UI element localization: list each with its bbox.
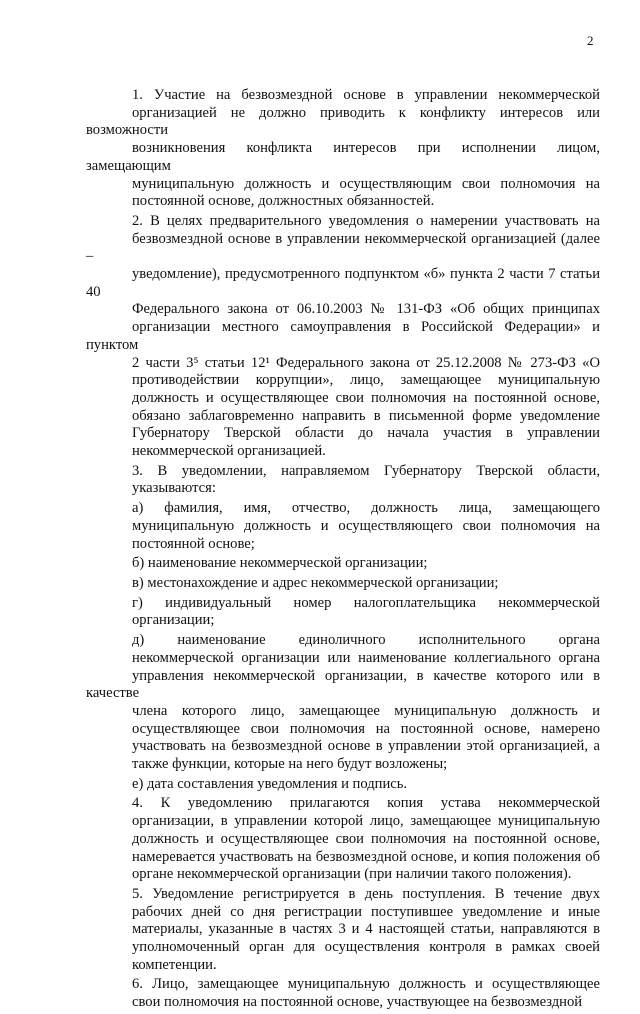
text-line: 2 части 3⁵ статьи 12¹ Федерального закона от 25.12.2008 № 273-ФЗ «О xyxy=(132,354,600,371)
paragraph xyxy=(86,87,600,211)
text-line: члена которого лицо, замещающее муниципальную должность и xyxy=(132,702,600,719)
text-line: а) фамилия, имя, отчество, должность лица, замещающего xyxy=(132,500,600,517)
text-line: организации, в управлении которой лицо, замещающее муниципальную xyxy=(132,813,600,830)
text-line: организации; xyxy=(132,612,215,629)
text-line: Губернатору Тверской области до начала участия в управлении xyxy=(132,425,600,442)
page-number: 2 xyxy=(587,33,594,48)
paragraph xyxy=(86,776,600,794)
text-line: безвозмездной основе в управлении некоммерческой организацией (далее – xyxy=(86,230,600,265)
text-line: указываются: xyxy=(132,480,216,497)
text-line: Федерального закона от 06.10.2003 № 131-ФЗ «Об общих принципах xyxy=(132,301,600,318)
text-line: возникновения конфликта интересов при исполнении лицом, замещающим xyxy=(86,140,600,174)
text-line: 5. Уведомление регистрируется в день поступления. В течение двух xyxy=(132,885,600,902)
paragraph xyxy=(86,632,600,774)
text-line: е) дата составления уведомления и подпись. xyxy=(132,775,408,792)
paragraph xyxy=(86,886,600,975)
text-line: управления некоммерческой организации, в качестве которого или в качестве xyxy=(86,667,600,702)
text-line: в) местонахождение и адрес некоммерческой организации; xyxy=(132,574,499,591)
paragraph xyxy=(86,213,600,461)
text-line: противодействии коррупции», лицо, замещающее муниципальную xyxy=(132,372,600,389)
text-line: муниципальную должность и осуществляющим свои полномочия на xyxy=(132,175,600,192)
text-line: также функции, которые на него будут возложены; xyxy=(132,756,448,773)
text-line: свои полномочия на постоянной основе, участвующее на безвозмездной xyxy=(132,994,583,1011)
text-line: 2. В целях предварительного уведомления о намерении участвовать на xyxy=(132,212,600,229)
text-line: организацией не должно приводить к конфликту интересов или возможности xyxy=(86,104,600,139)
text-line: муниципальную должность и осуществляющего свои полномочия на xyxy=(132,517,600,534)
paragraph xyxy=(86,595,600,630)
text-line: постоянной основе, должностных обязанностей. xyxy=(132,193,435,210)
text-line: материалы, указанные в частях 3 и 4 настоящей статьи, направляются в xyxy=(132,921,600,938)
document-body xyxy=(86,87,600,1014)
text-line: компетенции. xyxy=(132,956,217,973)
text-line: участвовать на безвозмездной основе в управлении этой организацией, а xyxy=(132,738,600,755)
text-line: д) наименование единоличного исполнительного органа xyxy=(132,632,600,649)
text-line: организации местного самоуправления в Российской Федерации» и пунктом xyxy=(86,319,600,353)
text-line: 6. Лицо, замещающее муниципальную должность и осуществляющее xyxy=(132,976,600,993)
text-line: б) наименование некоммерческой организации; xyxy=(132,555,428,572)
text-line: 3. В уведомлении, направляемом Губернатору Тверской области, xyxy=(132,462,600,479)
text-line: некоммерческой организации или наименование коллегиального органа xyxy=(132,649,600,666)
text-line: обязано заблаговременно направить в письменной форме уведомление xyxy=(132,407,600,424)
paragraph xyxy=(86,575,600,593)
text-line: должность и осуществляющее свои полномочия на постоянной основе, xyxy=(132,830,600,847)
paragraph xyxy=(86,500,600,553)
text-line: 1. Участие на безвозмездной основе в управлении некоммерческой xyxy=(132,87,600,103)
paragraph xyxy=(86,976,600,1011)
paragraph xyxy=(86,463,600,498)
text-line: намеревается участвовать на безвозмездной основе, и копия положения об xyxy=(132,848,600,865)
text-line: постоянной основе; xyxy=(132,535,255,552)
text-line: должность и осуществляющее свои полномочия на постоянной основе, xyxy=(132,389,600,406)
text-line: рабочих дней со дня регистрации поступившее уведомление и иные xyxy=(132,903,600,920)
text-line: органе некоммерческой организации (при наличии такого положения). xyxy=(132,866,572,883)
text-line: 4. К уведомлению прилагаются копия устава некоммерческой xyxy=(132,795,600,812)
text-line: некоммерческой организацией. xyxy=(132,443,326,460)
text-line: уполномоченный орган для осуществления контроля в рамках своей xyxy=(132,939,600,956)
text-line: г) индивидуальный номер налогоплательщика некоммерческой xyxy=(132,594,600,611)
text-line: осуществляющее свои полномочия на постоянной основе, намерено xyxy=(132,720,600,737)
text-line: уведомление), предусмотренного подпунктом «б» пункта 2 части 7 статьи 40 xyxy=(86,266,600,300)
paragraph xyxy=(86,795,600,884)
paragraph xyxy=(86,555,600,573)
